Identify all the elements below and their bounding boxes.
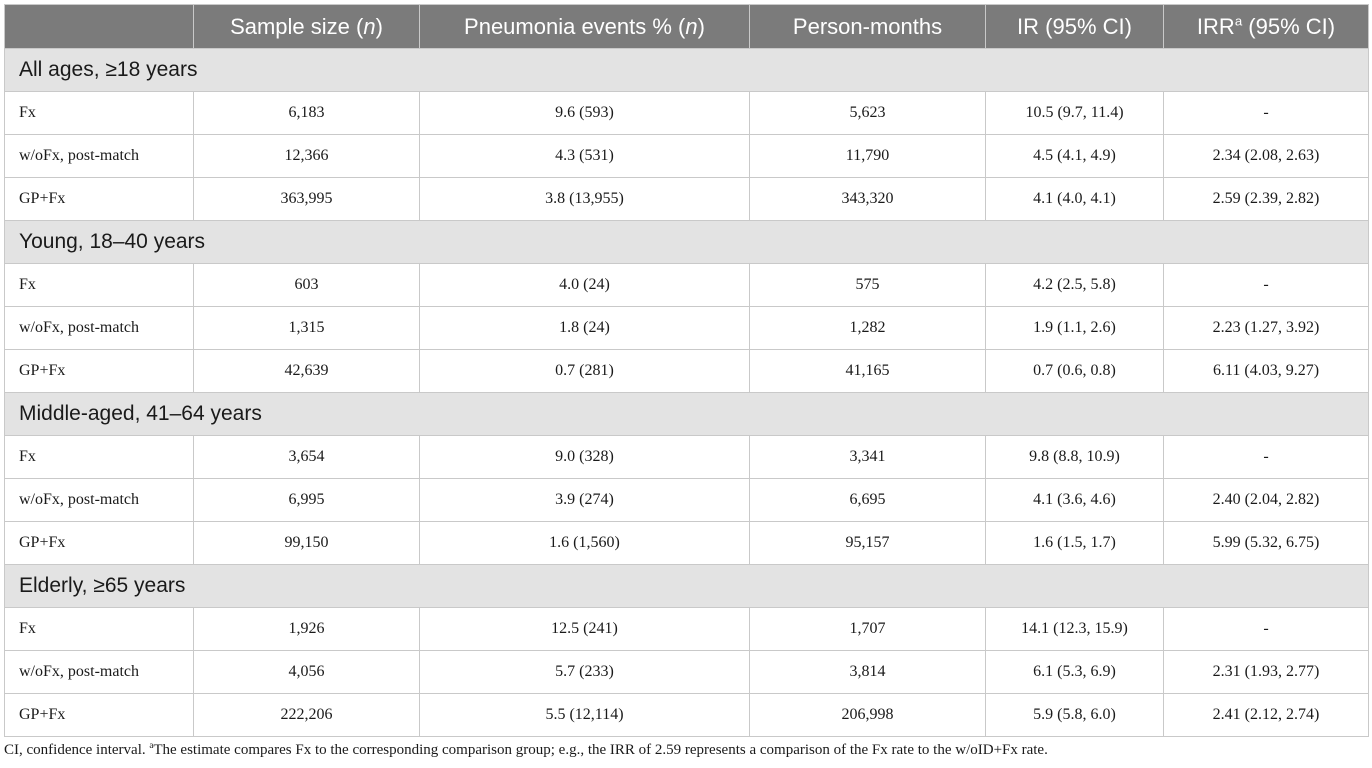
person-months-cell: 575 [750, 264, 986, 307]
person-months-cell: 3,814 [750, 651, 986, 694]
ir-cell: 4.1 (3.6, 4.6) [986, 479, 1164, 522]
ir-cell: 4.1 (4.0, 4.1) [986, 178, 1164, 221]
sample-size-cell: 42,639 [194, 350, 420, 393]
person-months-cell: 1,282 [750, 307, 986, 350]
sample-size-cell: 603 [194, 264, 420, 307]
irr-cell: 6.11 (4.03, 9.27) [1164, 350, 1369, 393]
pneumonia-events-cell: 4.0 (24) [420, 264, 750, 307]
section-title: Young, 18–40 years [5, 221, 1369, 264]
ir-cell: 4.5 (4.1, 4.9) [986, 135, 1164, 178]
sample-size-cell: 99,150 [194, 522, 420, 565]
ir-cell: 1.9 (1.1, 2.6) [986, 307, 1164, 350]
person-months-cell: 95,157 [750, 522, 986, 565]
ir-cell: 1.6 (1.5, 1.7) [986, 522, 1164, 565]
pneumonia-events-cell: 1.8 (24) [420, 307, 750, 350]
pneumonia-events-cell: 9.6 (593) [420, 92, 750, 135]
row-label: w/oFx, post-match [5, 479, 194, 522]
table-row [5, 178, 1369, 221]
irr-cell: 2.34 (2.08, 2.63) [1164, 135, 1369, 178]
sample-size-cell: 12,366 [194, 135, 420, 178]
pneumonia-events-cell: 5.7 (233) [420, 651, 750, 694]
header-irr: IRR$^a$ (95% CI) [1164, 5, 1369, 49]
table-row [5, 522, 1369, 565]
pneumonia-events-cell: 3.8 (13,955) [420, 178, 750, 221]
ir-cell: 0.7 (0.6, 0.8) [986, 350, 1164, 393]
table-row [5, 264, 1369, 307]
ir-cell: 5.9 (5.8, 6.0) [986, 694, 1164, 737]
table-row [5, 92, 1369, 135]
header-row [5, 5, 1369, 49]
irr-cell: 2.23 (1.27, 3.92) [1164, 307, 1369, 350]
row-label: GP+Fx [5, 178, 194, 221]
irr-cell: 2.40 (2.04, 2.82) [1164, 479, 1369, 522]
sample-size-cell: 1,315 [194, 307, 420, 350]
table-row [5, 307, 1369, 350]
header-pneumonia-events: Pneumonia events % (n) [420, 5, 750, 49]
person-months-cell: 5,623 [750, 92, 986, 135]
row-label: w/oFx, post-match [5, 135, 194, 178]
sample-size-cell: 363,995 [194, 178, 420, 221]
person-months-cell: 206,998 [750, 694, 986, 737]
header-person-months: Person-months [750, 5, 986, 49]
section-title: All ages, ≥18 years [5, 49, 1369, 92]
ir-cell: 4.2 (2.5, 5.8) [986, 264, 1164, 307]
section-title: Middle-aged, 41–64 years [5, 393, 1369, 436]
pneumonia-events-cell: 12.5 (241) [420, 608, 750, 651]
person-months-cell: 1,707 [750, 608, 986, 651]
table-row [5, 694, 1369, 737]
row-label: w/oFx, post-match [5, 307, 194, 350]
header-sample-size: Sample size (n) [194, 5, 420, 49]
table-row [5, 135, 1369, 178]
sample-size-cell: 6,183 [194, 92, 420, 135]
pneumonia-events-cell: 3.9 (274) [420, 479, 750, 522]
section-title: Elderly, ≥65 years [5, 565, 1369, 608]
irr-cell: - [1164, 92, 1369, 135]
row-label: GP+Fx [5, 350, 194, 393]
sample-size-cell: 4,056 [194, 651, 420, 694]
ir-cell: 6.1 (5.3, 6.9) [986, 651, 1164, 694]
table-row [5, 651, 1369, 694]
header-group [5, 5, 194, 49]
irr-cell: 2.41 (2.12, 2.74) [1164, 694, 1369, 737]
person-months-cell: 3,341 [750, 436, 986, 479]
table-row [5, 479, 1369, 522]
ir-cell: 9.8 (8.8, 10.9) [986, 436, 1164, 479]
person-months-cell: 343,320 [750, 178, 986, 221]
table-row [5, 608, 1369, 651]
sample-size-cell: 3,654 [194, 436, 420, 479]
person-months-cell: 41,165 [750, 350, 986, 393]
row-label: Fx [5, 608, 194, 651]
sample-size-cell: 6,995 [194, 479, 420, 522]
ir-cell: 10.5 (9.7, 11.4) [986, 92, 1164, 135]
irr-cell: 2.31 (1.93, 2.77) [1164, 651, 1369, 694]
row-label: Fx [5, 264, 194, 307]
irr-cell: - [1164, 436, 1369, 479]
row-label: Fx [5, 92, 194, 135]
section-header-row [5, 49, 1369, 92]
person-months-cell: 11,790 [750, 135, 986, 178]
sample-size-cell: 1,926 [194, 608, 420, 651]
section-header-row [5, 221, 1369, 264]
table-row [5, 350, 1369, 393]
header-ir: IR (95% CI) [986, 5, 1164, 49]
pneumonia-events-cell: 9.0 (328) [420, 436, 750, 479]
section-header-row [5, 565, 1369, 608]
person-months-cell: 6,695 [750, 479, 986, 522]
pneumonia-events-cell: 5.5 (12,114) [420, 694, 750, 737]
pneumonia-events-cell: 0.7 (281) [420, 350, 750, 393]
section-header-row [5, 393, 1369, 436]
pneumonia-events-cell: 4.3 (531) [420, 135, 750, 178]
row-label: w/oFx, post-match [5, 651, 194, 694]
ir-cell: 14.1 (12.3, 15.9) [986, 608, 1164, 651]
irr-cell: - [1164, 608, 1369, 651]
row-label: Fx [5, 436, 194, 479]
irr-cell: 5.99 (5.32, 6.75) [1164, 522, 1369, 565]
sample-size-cell: 222,206 [194, 694, 420, 737]
data-table [4, 4, 1369, 737]
table-row [5, 436, 1369, 479]
table-footnote: CI, confidence interval. $^a$The estimate compares Fx to the corresponding comparison group; e.g., the IRR of 2.59 represents a comparison of the Fx rate to the w/oID+Fx rate. [4, 740, 1048, 758]
irr-cell: - [1164, 264, 1369, 307]
pneumonia-events-cell: 1.6 (1,560) [420, 522, 750, 565]
row-label: GP+Fx [5, 522, 194, 565]
row-label: GP+Fx [5, 694, 194, 737]
irr-cell: 2.59 (2.39, 2.82) [1164, 178, 1369, 221]
